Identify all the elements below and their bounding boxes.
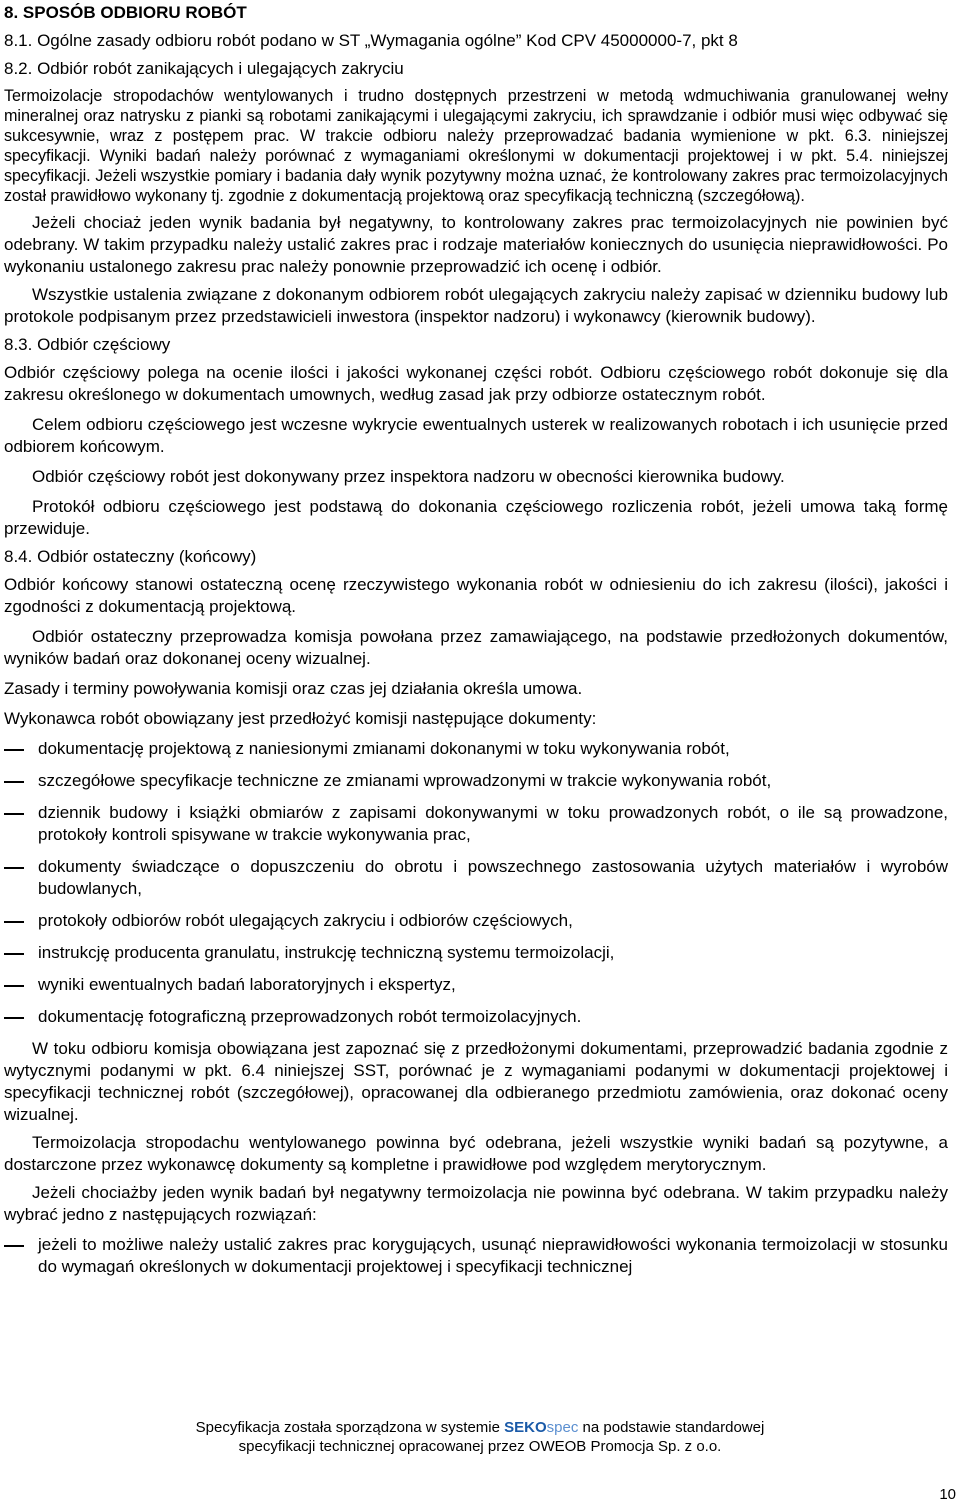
list-item: szczegółowe specyfikacje techniczne ze zmianami wprowadzonymi w trakcie wykonywania robót, (4, 770, 948, 792)
page-number: 10 (939, 1486, 956, 1503)
dash-icon (4, 1245, 24, 1247)
list-item: dokumenty świadczące o dopuszczeniu do obrotu i powszechnego zastosowania użytych materiałów i wyrobów budowlanych, (4, 856, 948, 900)
dash-icon (4, 1017, 24, 1019)
list-item: protokoły odbiorów robót ulegających zakryciu i odbiorów częściowych, (4, 910, 948, 932)
section-heading: 8. SPOSÓB ODBIORU ROBÓT (4, 3, 247, 22)
list-item: wyniki ewentualnych badań laboratoryjnych i ekspertyz, (4, 974, 948, 996)
list-item: dokumentację projektową z naniesionymi zmianami dokonanymi w toku wykonywania robót, (4, 738, 948, 760)
paragraph: W toku odbioru komisja obowiązana jest zapoznać się z przedłożonymi dokumentami, przeprowadzić badania zgodnie z wytycznymi podanymi w pkt. 6.4 niniejszej SST, porównać je z wymaganiami podanymi w dokumentacji projektowej i specyfikacji technicznej robót (szczegółowej), opracowanej dla odbieranego przedmiotu zamówienia, oraz dokonać oceny wizualnej. (4, 1039, 948, 1124)
paragraph: Celem odbioru częściowego jest wczesne wykrycie ewentualnych usterek w realizowanych robotach i ich usunięcie przed odbiorem końcowym. (4, 415, 948, 456)
dash-icon (4, 781, 24, 783)
page-footer (0, 1418, 960, 1456)
footer-line-2: specyfikacji technicznej opracowanej przez OWEOB Promocja Sp. z o.o. (238, 1438, 722, 1455)
dash-icon (4, 867, 24, 869)
dash-icon (4, 953, 24, 955)
paragraph: Termoizolacje stropodachów wentylowanych i trudno dostępnych przestrzeni w metodą wdmuchiwania granulowanej wełny mineralnej oraz natrysku z pianki są robotami zanikającymi i ulegającymi zakryciu, ich sprawdzanie i odbiór musi więc odbywać się sukcesywnie, wraz z postępem prac. W trakcie odbioru należy przeprowadzać badania wymienione w pkt. 6.3. niniejszej specyfikacji. Wyniki badań należy porównać z wymaganiami określonymi w dokumentacji projektowej i w pkt. 5.4. niniejszej specyfikacji. Jeżeli wszystkie pomiary i badania dały wynik pozytywny można uznać, że kontrolowany zakres prac termoizolacyjnych został prawidłowo wykonany tj. zgodnie z dokumentacją projektową oraz specyfikacją techniczną (szczegółową). (4, 87, 948, 205)
paragraph: Jeżeli chociażby jeden wynik badań był negatywny termoizolacja nie powinna być odebrana. W takim przypadku należy wybrać jedno z następujących rozwiązań: (4, 1183, 948, 1224)
footer-line-1: Specyfikacja została sporządzona w systemie SEKOspec na podstawie standardowej (195, 1419, 765, 1436)
section-8-1: 8.1. Ogólne zasady odbioru robót podano w ST „Wymagania ogólne” Kod CPV 45000000-7, pkt 8 (4, 31, 738, 50)
sekospec-logo: SEKOspec (504, 1419, 579, 1436)
document-body (4, 2, 948, 1288)
dash-icon (4, 921, 24, 923)
paragraph: Odbiór ostateczny przeprowadza komisja powołana przez zamawiającego, na podstawie przedłożonych dokumentów, wyników badań oraz dokonanej oceny wizualnej. (4, 627, 948, 668)
dash-icon (4, 749, 24, 751)
paragraph: Wszystkie ustalenia związane z dokonanym odbiorem robót ulegających zakryciu należy zapisać w dzienniku budowy lub protokole podpisanym przez przedstawicieli inwestora (inspektor nadzoru) i wykonawcy (kierownik budowy). (4, 285, 948, 326)
section-8-2-title: 8.2. Odbiór robót zanikających i ulegających zakryciu (4, 59, 404, 78)
dash-icon (4, 813, 24, 815)
paragraph: Odbiór częściowy robót jest dokonywany przez inspektora nadzoru w obecności kierownika budowy. (32, 467, 785, 486)
list-item: dokumentację fotograficzną przeprowadzonych robót termoizolacyjnych. (4, 1006, 948, 1028)
paragraph: Wykonawca robót obowiązany jest przedłożyć komisji następujące dokumenty: (4, 709, 597, 728)
corrective-options-list (4, 1234, 948, 1278)
paragraph: Odbiór częściowy polega na ocenie ilości i jakości wykonanej części robót. Odbioru częściowego robót dokonuje się dla zakresu określonego w dokumentach umownych, według zasad jak przy odbiorze ostatecznym robót. (4, 363, 948, 404)
required-documents-list (4, 738, 948, 1028)
paragraph: Zasady i terminy powoływania komisji oraz czas jej działania określa umowa. (4, 679, 583, 698)
paragraph: Termoizolacja stropodachu wentylowanego powinna być odebrana, jeżeli wszystkie wyniki badań są pozytywne, a dostarczone przez wykonawcę dokumenty są kompletne i prawidłowe pod względem merytorycznym. (4, 1133, 948, 1174)
paragraph: Jeżeli chociaż jeden wynik badania był negatywny, to kontrolowany zakres prac termoizolacyjnych nie powinien być odebrany. W takim przypadku należy ustalić zakres prac i rodzaje materiałów koniecznych do usunięcia nieprawidłowości. Po wykonaniu ustalonego zakresu prac należy ponownie przeprowadzić ich ocenę i odbiór. (4, 213, 948, 276)
list-item: jeżeli to możliwe należy ustalić zakres prac korygujących, usunąć nieprawidłowości wykonania termoizolacji w stosunku do wymagań określonych w dokumentacji projektowej i specyfikacji technicznej (4, 1234, 948, 1278)
list-item: dziennik budowy i książki obmiarów z zapisami dokonywanymi w toku prowadzonych robót, o ile są prowadzone, protokoły kontroli spisywane w trakcie wykonywania prac, (4, 802, 948, 846)
list-item: instrukcję producenta granulatu, instrukcję techniczną systemu termoizolacji, (4, 942, 948, 964)
paragraph: Odbiór końcowy stanowi ostateczną ocenę rzeczywistego wykonania robót w odniesieniu do ich zakresu (ilości), jakości i zgodności z dokumentacją projektową. (4, 575, 948, 616)
section-8-4-title: 8.4. Odbiór ostateczny (końcowy) (4, 547, 257, 566)
dash-icon (4, 985, 24, 987)
paragraph: Protokół odbioru częściowego jest podstawą do dokonania częściowego rozliczenia robót, jeżeli umowa taką formę przewiduje. (4, 497, 948, 538)
section-8-3-title: 8.3. Odbiór częściowy (4, 335, 171, 354)
